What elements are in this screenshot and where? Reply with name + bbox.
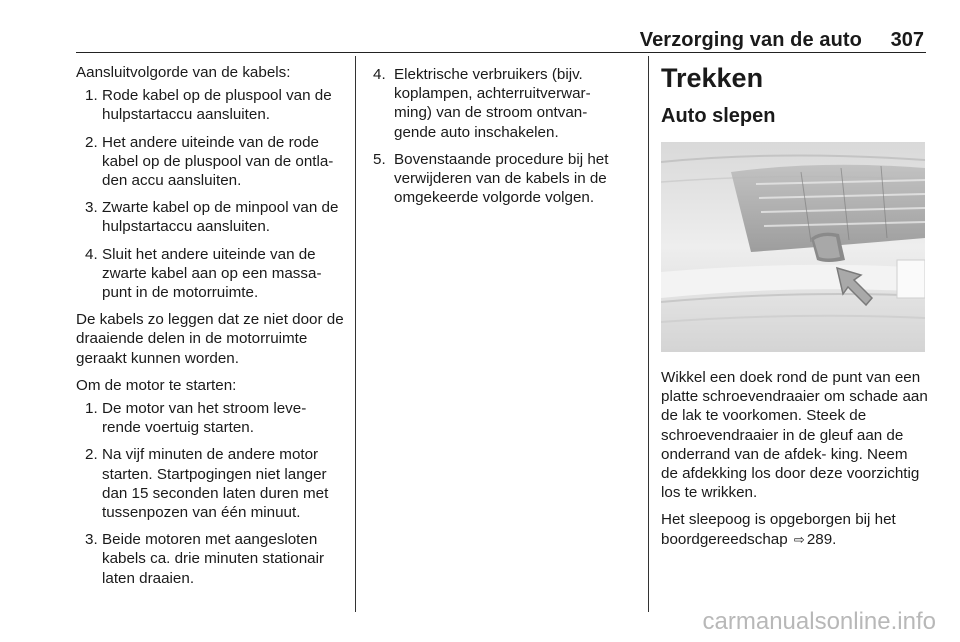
column-2 <box>373 63 630 215</box>
list-item: 1. Rode kabel op de pluspool van de hulpstartaccu aansluiten. <box>85 87 332 124</box>
list-item: 3. Zwarte kabel op de minpool van de hulpstartaccu aansluiten. <box>85 199 339 236</box>
column-divider <box>648 56 649 612</box>
header-title: Verzorging van de auto <box>639 29 862 51</box>
connection-order-intro: Aansluitvolgorde van de kabels: <box>76 64 291 81</box>
start-engine-intro: Om de motor te starten: <box>76 376 237 394</box>
continued-steps-list <box>373 65 630 207</box>
reference-arrow-icon[interactable]: ⇨ <box>793 531 805 547</box>
towing-cover-illustration <box>661 142 925 352</box>
page-header <box>76 18 926 53</box>
tow-eye-paragraph: Het sleepoog is opgeborgen bij het boordgereedschap ⇨ 289. <box>661 511 896 548</box>
list-item: 1. De motor van het stroom leve- rende voertuig starten. <box>85 400 307 437</box>
start-steps-list <box>76 399 346 588</box>
section-title: Trekken <box>661 63 764 93</box>
column-divider <box>355 56 356 612</box>
subsection-title: Auto slepen <box>661 105 776 127</box>
list-item: 3. Beide motoren met aangesloten kabels ca. drie minuten stationair laten draaien. <box>85 531 325 587</box>
column-3 <box>661 62 928 557</box>
list-item: 2. Het andere uiteinde van de rode kabel op de pluspool van de ontla- den accu aansluiten. <box>85 133 334 190</box>
column-1 <box>76 63 346 596</box>
page-number: 307 <box>890 29 924 51</box>
list-item: 4. Sluit het andere uiteinde van de zwarte kabel aan op een massa- punt in de motorruimte. <box>85 245 322 302</box>
cable-routing-paragraph: De kabels zo leggen dat ze niet door de draaiende delen in de motorruimte geraakt kunnen worden. <box>76 311 344 367</box>
list-item: 5. Bovenstaande procedure bij het verwijderen van de kabels in de omgekeerde volgorde volgen. <box>373 150 609 207</box>
towing-instructions-paragraph: Wikkel een doek rond de punt van een platte schroevendraaier om schade aan de lak te voorkomen. Steek de schroevendraaier in de gleuf aan de onderrand van de afdek- king. Neem de afdekking los door deze voorzichtig los te wrikken. <box>661 369 928 502</box>
list-item: 2. Na vijf minuten de andere motor starten. Startpogingen niet langer dan 15 seconden laten duren met tussenpozen van één minuut. <box>85 446 329 522</box>
connection-steps-list <box>76 86 346 302</box>
list-item: 4. Elektrische verbruikers (bijv. koplampen, achterruitverwar- ming) van de stroom ontvan- gende auto inschakelen. <box>373 66 591 141</box>
page-reference-link[interactable]: 289. <box>806 530 837 548</box>
watermark: carmanualsonline.info <box>702 608 936 635</box>
